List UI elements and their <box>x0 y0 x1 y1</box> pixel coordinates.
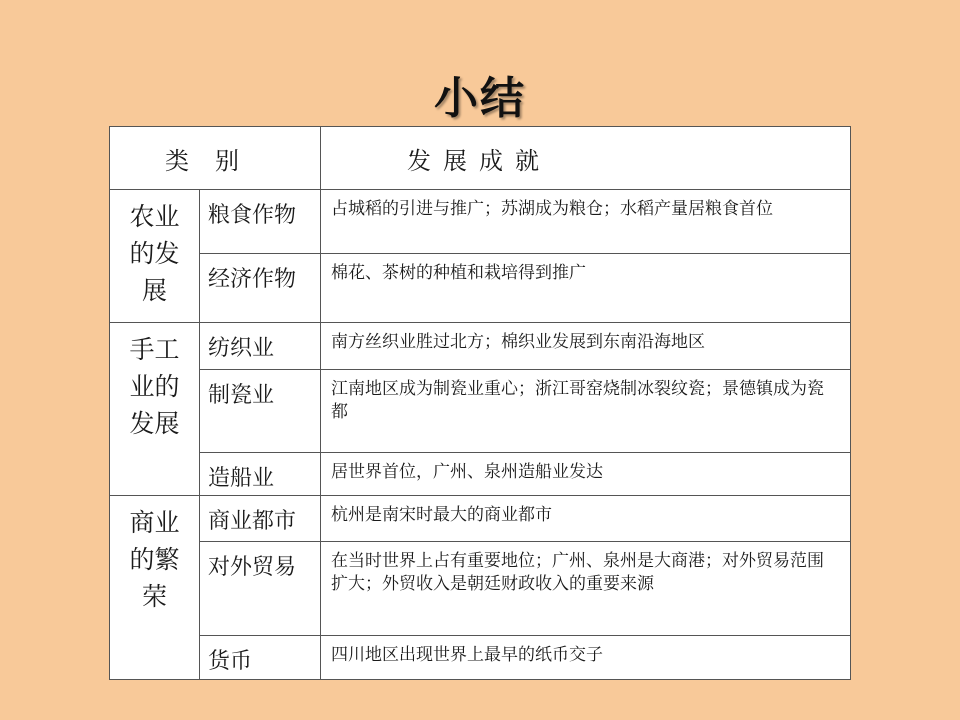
table-row <box>110 542 851 636</box>
summary-table <box>109 126 851 680</box>
subcategory-cell: 经济作物 <box>200 254 321 323</box>
table-row <box>110 496 851 542</box>
subcategory-cell: 制瓷业 <box>200 370 321 453</box>
slide-title: 小结 <box>434 73 526 124</box>
subcategory-cell: 粮食作物 <box>200 190 321 254</box>
achievement-cell: 棉花、茶树的种植和栽培得到推广 <box>321 254 851 323</box>
subcategory-cell: 对外贸易 <box>200 542 321 636</box>
achievement-cell: 杭州是南宋时最大的商业都市 <box>321 496 851 542</box>
header-category: 类别 <box>110 127 321 190</box>
category-cell-handicraft <box>110 323 200 496</box>
achievement-cell: 南方丝织业胜过北方；棉织业发展到东南沿海地区 <box>321 323 851 370</box>
table-row <box>110 323 851 370</box>
achievement-cell: 占城稻的引进与推广；苏湖成为粮仓；水稻产量居粮食首位 <box>321 190 851 254</box>
table-row <box>110 453 851 496</box>
achievement-cell: 四川地区出现世界上最早的纸币交子 <box>321 636 851 680</box>
table-row <box>110 254 851 323</box>
subcategory-cell: 造船业 <box>200 453 321 496</box>
category-cell-agriculture <box>110 190 200 323</box>
category-label: 商业的繁荣 <box>129 508 180 611</box>
table-row <box>110 370 851 453</box>
subcategory-cell: 纺织业 <box>200 323 321 370</box>
header-row <box>110 127 851 190</box>
achievement-cell: 在当时世界上占有重要地位；广州、泉州是大商港；对外贸易范围扩大；外贸收入是朝廷财政收入的重要来源 <box>321 542 851 636</box>
table-row <box>110 636 851 680</box>
category-label: 手工业的发展 <box>129 335 180 438</box>
subcategory-cell: 货币 <box>200 636 321 680</box>
achievement-cell: 居世界首位，广州、泉州造船业发达 <box>321 453 851 496</box>
category-label: 农业的发展 <box>129 202 180 305</box>
table-row <box>110 190 851 254</box>
category-cell-commerce <box>110 496 200 680</box>
header-achievement: 发展成就 <box>321 127 851 190</box>
subcategory-cell: 商业都市 <box>200 496 321 542</box>
achievement-cell: 江南地区成为制瓷业重心；浙江哥窑烧制冰裂纹瓷；景德镇成为瓷都 <box>321 370 851 453</box>
